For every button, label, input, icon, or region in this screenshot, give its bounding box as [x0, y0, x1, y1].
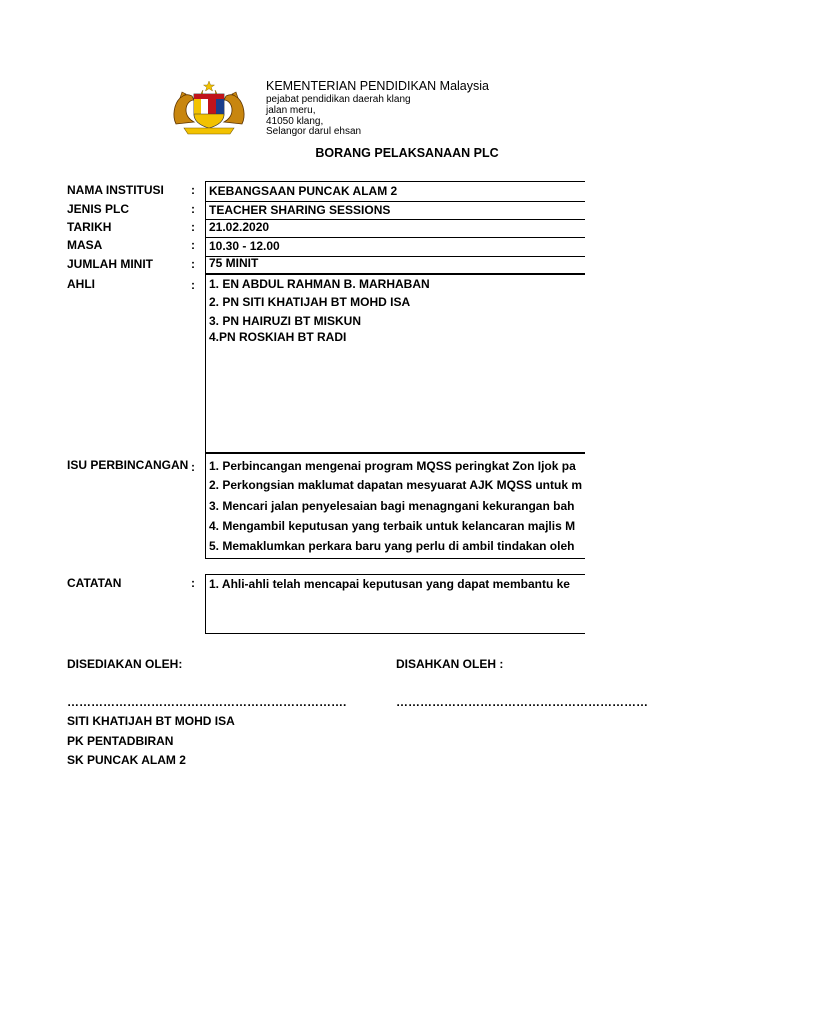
field-institusi-box: [205, 181, 585, 202]
colon: :: [191, 278, 195, 292]
prepared-by-label: DISEDIAKAN OLEH:: [67, 657, 183, 671]
ahli-box: [205, 274, 585, 453]
label-ahli: AHLI: [67, 277, 95, 291]
field-minit-value: 75 MINIT: [209, 256, 259, 270]
catatan-box: [205, 574, 585, 634]
field-jenis-box: [205, 201, 585, 220]
ministry-title: KEMENTERIAN PENDIDIKAN Malaysia: [266, 79, 489, 93]
field-tarikh-value: 21.02.2020: [209, 220, 270, 234]
isu-item: 1. Perbincangan mengenai program MQSS peringkat Zon Ijok pa: [209, 459, 576, 473]
label-tarikh: TARIKH: [67, 220, 112, 234]
label-catatan: CATATAN: [67, 576, 122, 590]
address-line: jalan meru,: [266, 105, 316, 116]
address-line: 41050 klang,: [266, 116, 324, 127]
colon: :: [191, 460, 195, 474]
label-masa: MASA: [67, 238, 103, 252]
address-line: pejabat pendidikan daerah klang: [266, 94, 411, 105]
field-institusi-value: KEBANGSAAN PUNCAK ALAM 2: [209, 184, 398, 198]
field-jenis-value: TEACHER SHARING SESSIONS: [209, 203, 391, 217]
form-title: BORANG PELAKSANAAN PLC: [315, 146, 499, 160]
label-jenis-plc: JENIS PLC: [67, 202, 130, 216]
signatory-name: SITI KHATIJAH BT MOHD ISA: [67, 714, 235, 728]
prepared-signature-line: …………………………………………………………….: [67, 695, 347, 709]
isu-item: 4. Mengambil keputusan yang terbaik untuk kelancaran majlis M: [209, 519, 576, 533]
approved-signature-line: ………………………………………………………: [396, 695, 648, 709]
address-line: Selangor darul ehsan: [266, 126, 362, 137]
isu-box: [205, 453, 585, 559]
field-masa-box: [205, 237, 585, 257]
label-isu-perbincangan: ISU PERBINCANGAN: [67, 458, 189, 472]
coat-of-arms-icon: [170, 80, 248, 138]
label-nama-institusi: NAMA INSTITUSI: [67, 183, 164, 197]
signatory-position: PK PENTADBIRAN: [67, 734, 174, 748]
label-jumlah-minit: JUMLAH MINIT: [67, 257, 153, 271]
isu-item: 2. Perkongsian maklumat dapatan mesyuarat AJK MQSS untuk m: [209, 478, 582, 492]
isu-item: 3. Mencari jalan penyelesaian bagi menagngani kekurangan bah: [209, 499, 575, 513]
field-minit-box: [205, 256, 585, 274]
colon: :: [191, 202, 195, 216]
colon: :: [191, 220, 195, 234]
colon: :: [191, 238, 195, 252]
colon: :: [191, 257, 195, 271]
ahli-item: 3. PN HAIRUZI BT MISKUN: [209, 314, 362, 328]
approved-by-label: DISAHKAN OLEH :: [396, 657, 504, 671]
field-tarikh-box: [205, 219, 585, 238]
colon: :: [191, 576, 195, 590]
signatory-school: SK PUNCAK ALAM 2: [67, 753, 186, 767]
ahli-item: 1. EN ABDUL RAHMAN B. MARHABAN: [209, 277, 430, 291]
colon: :: [191, 183, 195, 197]
ahli-item: 4.PN ROSKIAH BT RADI: [209, 330, 347, 344]
field-masa-value: 10.30 - 12.00: [209, 239, 280, 253]
ahli-item: 2. PN SITI KHATIJAH BT MOHD ISA: [209, 295, 411, 309]
catatan-item: 1. Ahli-ahli telah mencapai keputusan yang dapat membantu ke: [209, 577, 570, 591]
isu-item: 5. Memaklumkan perkara baru yang perlu di ambil tindakan oleh: [209, 539, 575, 553]
